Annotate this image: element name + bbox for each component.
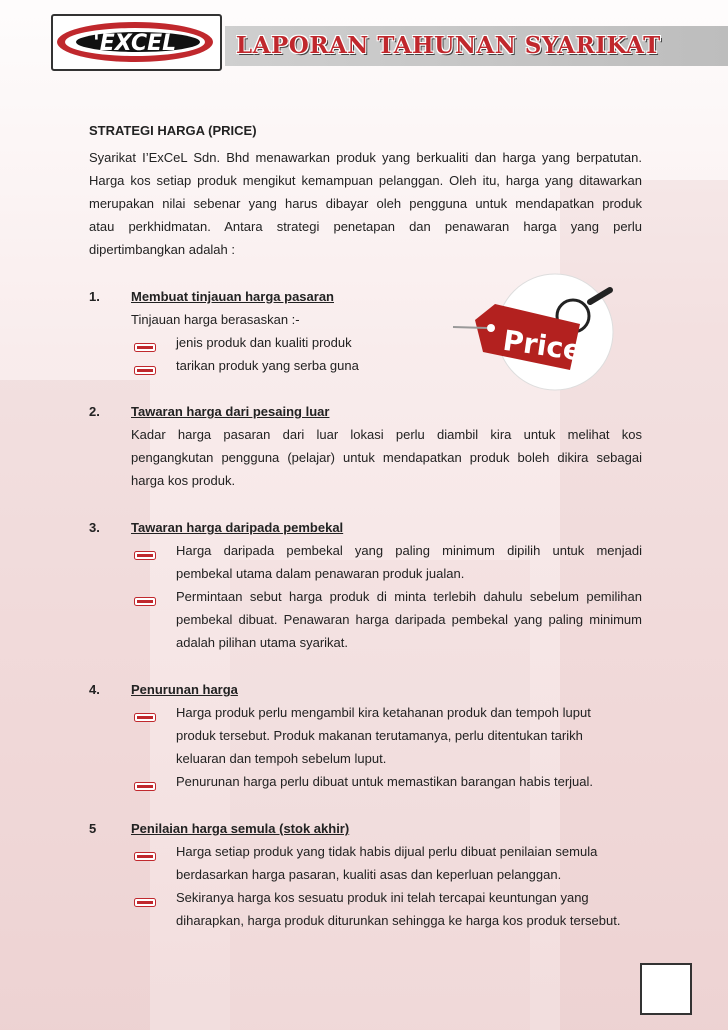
item-line: harga kos produk. [131,473,236,488]
bullet-text: berdasarkan harga pasaran, kualiti asas dan keperluan pelanggan. [176,867,562,882]
bullet-text: pembekal dibuat. Penawaran harga daripada pembekal yang paling minimum [176,612,642,627]
bullet-icon [134,547,156,556]
item-heading: Membuat tinjauan harga pasaran [131,289,334,304]
item-heading: Penurunan harga [131,682,238,697]
bullet-icon [134,339,156,348]
item-number: 5 [89,821,97,836]
bullet-text: Sekiranya harga kos sesuatu produk ini telah tercapai keuntungan yang [176,890,589,905]
intro-line: atau perkhidmatan. Antara strategi penetapan dan penawaran harga yang perlu [89,219,642,234]
bullet-text: Harga daripada pembekal yang paling minimum dipilih untuk menjadi [176,543,642,558]
page-title: LAPORAN TAHUNAN SYARIKAT [236,32,661,59]
section-title: STRATEGI HARGA (PRICE) [89,123,257,138]
item-heading: Tawaran harga dari pesaing luar [131,404,330,419]
bullet-icon [134,593,156,602]
background-building-left [0,380,150,1030]
bullet-icon [134,778,156,787]
bullet-text: Harga produk perlu mengambil kira ketahanan produk dan tempoh luput [176,705,591,720]
item-heading: Tawaran harga daripada pembekal [131,520,344,535]
bullet-text: Harga setiap produk yang tidak habis dijual perlu dibuat penilaian semula [176,844,598,859]
bullet-icon [134,894,156,903]
price-tag-text: Price [500,323,585,368]
bullet-text: diharapkan, harga produk diturunkan sehingga ke harga kos produk tersebut. [176,913,621,928]
bullet-text: Penurunan harga perlu dibuat untuk memastikan barangan habis terjual. [176,774,593,789]
price-tag-image [445,272,625,394]
bullet-icon [134,362,156,371]
item-line: Kadar harga pasaran dari luar lokasi perlu diambil kira untuk melihat kos [131,427,642,442]
bullet-text: jenis produk dan kualiti produk [176,335,352,350]
bullet-icon [134,709,156,718]
bullet-text: adalah pilihan utama syarikat. [176,635,348,650]
bullet-text: tarikan produk yang serba guna [176,358,359,373]
bullet-icon [134,848,156,857]
intro-line: dipertimbangkan adalah : [89,242,235,257]
bullet-text: keluaran dan tempoh sebelum luput. [176,751,387,766]
item-number: 1. [89,289,100,304]
item-heading: Penilaian harga semula (stok akhir) [131,821,350,836]
bullet-text: Permintaan sebut harga produk di minta terlebih dahulu sebelum pemilihan [176,589,642,604]
logo-text: 'EXCEL [93,31,177,56]
item-number: 3. [89,520,100,535]
item-number: 2. [89,404,100,419]
intro-line: Harga kos setiap produk mengikut kemampuan pelanggan. Oleh itu, harga yang ditawarkan [89,173,642,188]
intro-line: Syarikat I’ExCeL Sdn. Bhd menawarkan produk yang berkualiti dan harga yang berpatutan. [89,150,642,165]
page-number-box [640,963,692,1015]
bullet-text: pembekal utama dalam penawaran produk jualan. [176,566,465,581]
excel-logo-icon [53,16,220,69]
intro-line: merupakan nilai sebenar yang harus dibayar oleh pengguna untuk mendapatkan produk [89,196,642,211]
item-line: Tinjauan harga berasaskan :- [131,312,300,327]
item-number: 4. [89,682,100,697]
company-logo [51,14,222,71]
bullet-text: produk tersebut. Produk makanan terutamanya, perlu ditentukan tarikh [176,728,583,743]
item-line: pengangkutan pengguna (pelajar) untuk mendapatkan produk boleh dikira sebagai [131,450,642,465]
